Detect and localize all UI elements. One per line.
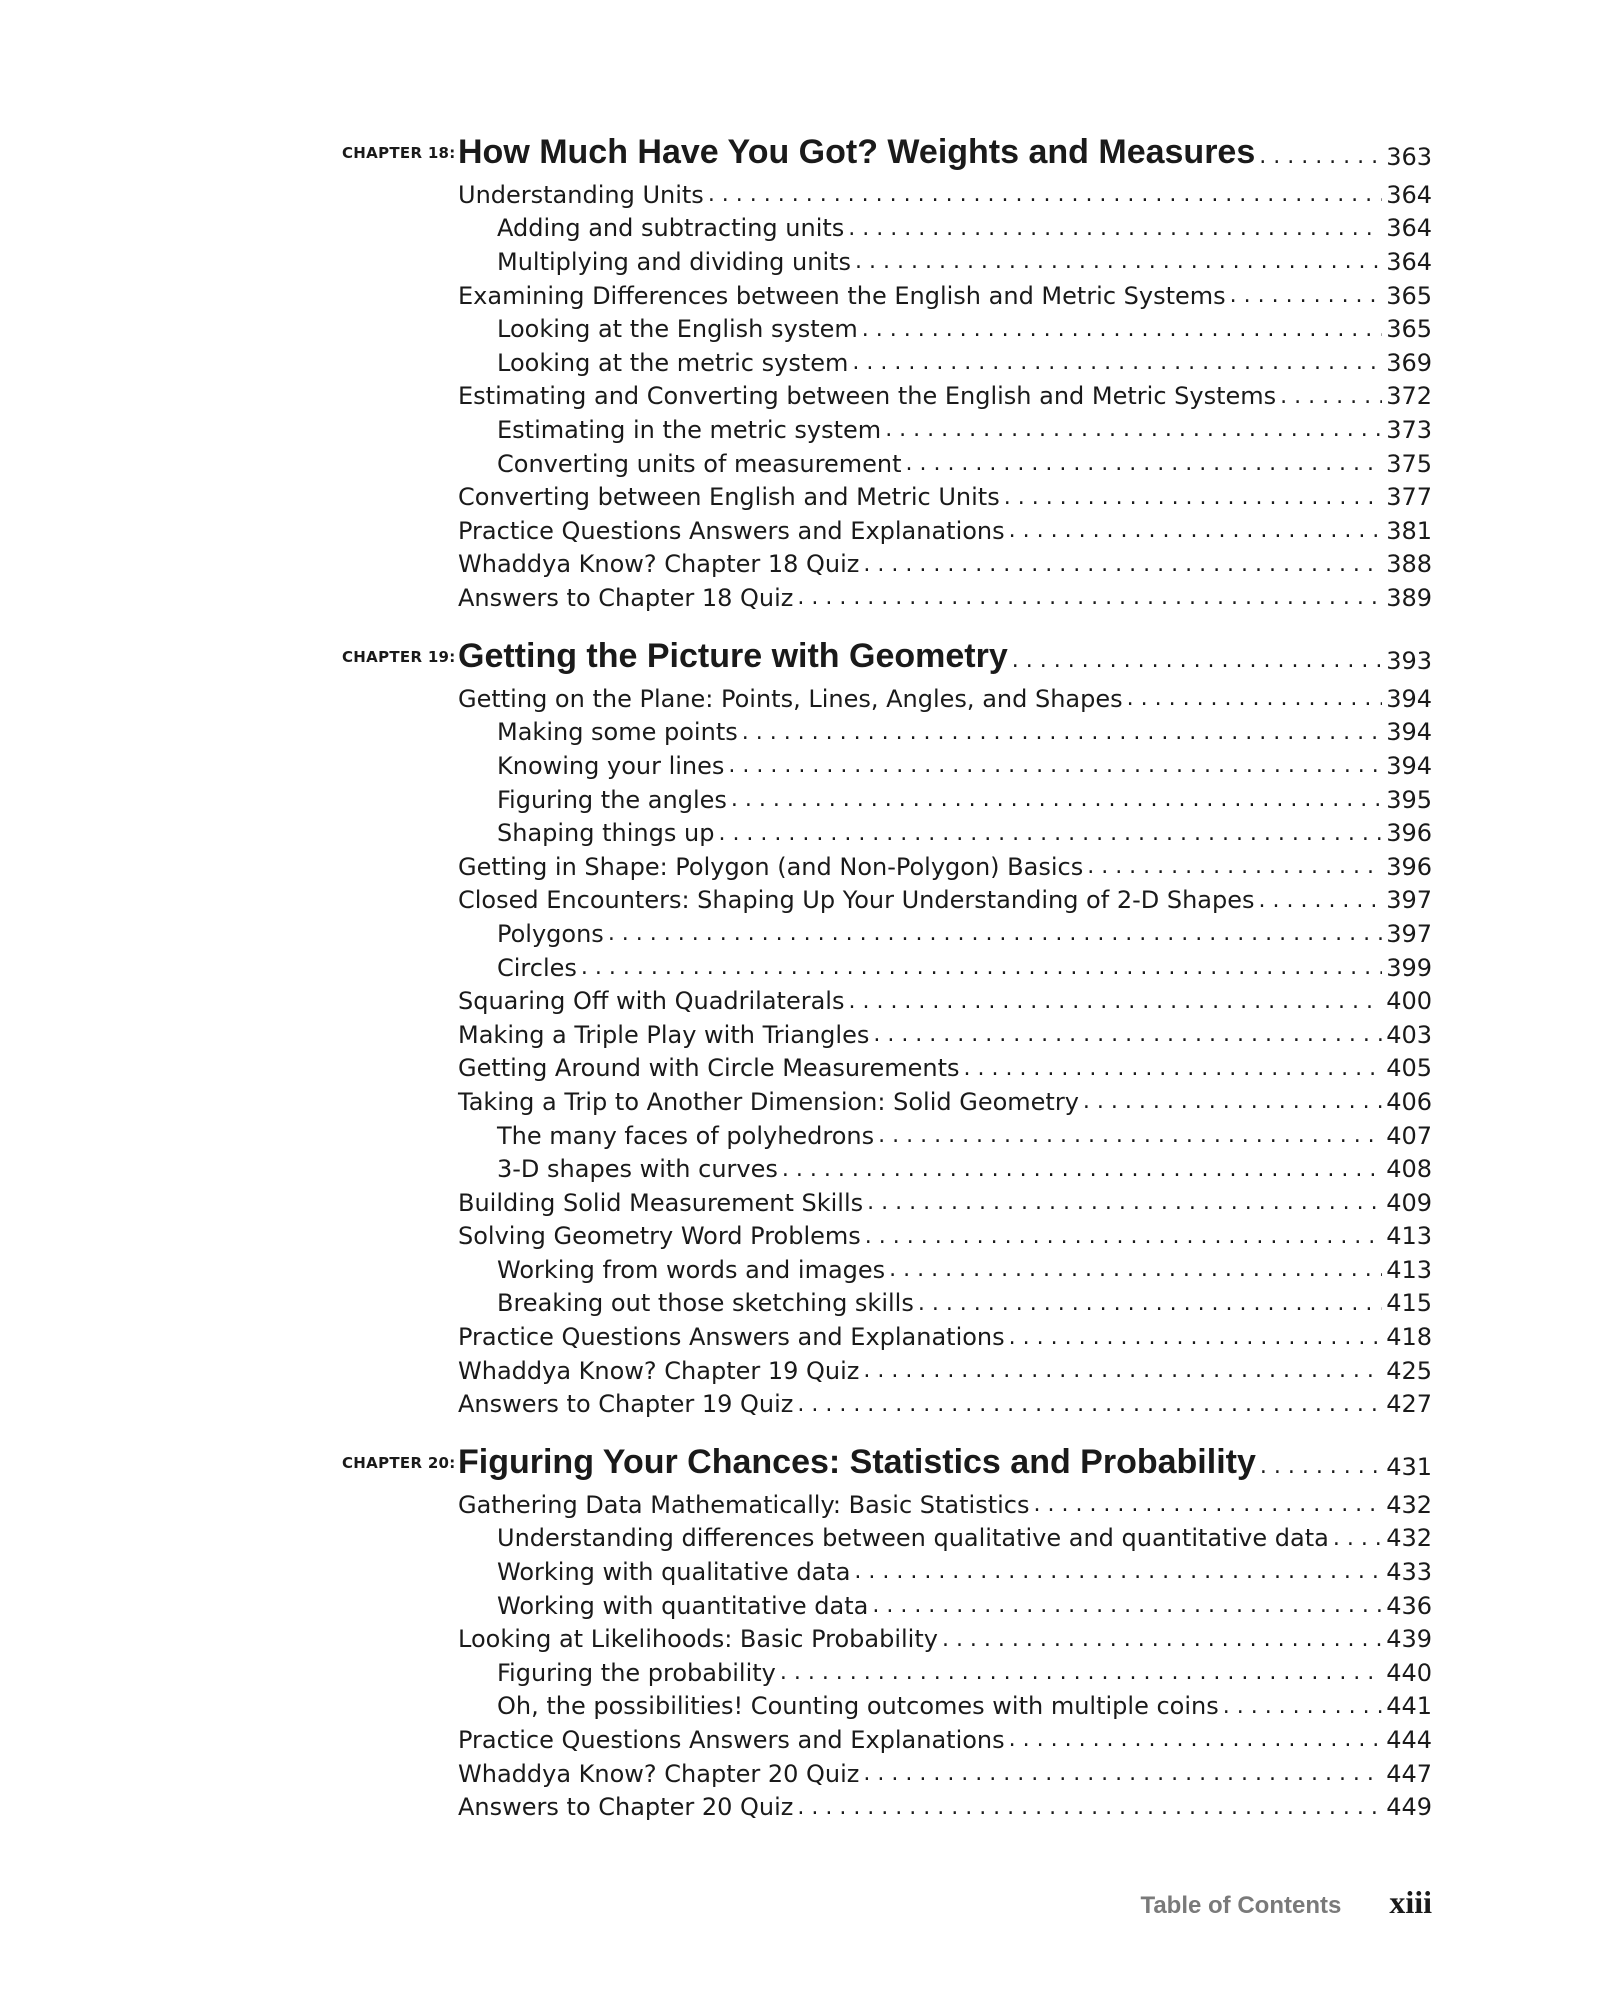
dot-leader [728,753,1382,778]
toc-section-entry[interactable] [458,1757,1432,1791]
entry-page-number: 418 [1386,1323,1432,1352]
entry-title: Getting on the Plane: Points, Lines, Angles, and Shapes [458,684,1123,713]
entry-title: Breaking out those sketching skills [497,1289,914,1318]
dot-leader [797,585,1382,610]
toc-section-entry[interactable] [458,850,1432,884]
toc-subsection-entry[interactable] [497,212,1432,246]
toc-subsection-entry[interactable] [497,1589,1432,1623]
chapter-label: CHAPTER 19: [342,648,456,666]
entry-page-number: 449 [1386,1793,1432,1822]
chapter-page-number: 363 [1386,143,1432,171]
dot-leader [1260,1454,1382,1488]
dot-leader [1004,485,1382,510]
entry-page-number: 440 [1386,1658,1432,1687]
chapter-label: CHAPTER 18: [342,144,456,162]
entry-page-number: 389 [1386,583,1432,612]
toc-subsection-entry[interactable] [497,716,1432,750]
toc-subsection-entry[interactable] [497,749,1432,783]
toc-section-entry[interactable] [458,279,1432,313]
entry-title: Practice Questions Answers and Explanations [458,1323,1005,1352]
entry-page-number: 433 [1386,1557,1432,1586]
entry-page-number: 439 [1386,1625,1432,1654]
entry-page-number: 406 [1386,1087,1432,1116]
entry-title: Making some points [497,718,738,747]
dot-leader [581,955,1382,980]
dot-leader [885,417,1382,442]
dot-leader [905,451,1382,476]
dot-leader [848,216,1382,241]
dot-leader [708,182,1382,207]
toc-section-entry[interactable] [458,884,1432,918]
entry-page-number: 395 [1386,785,1432,814]
dot-leader [867,1190,1382,1215]
entry-page-number: 436 [1386,1591,1432,1620]
entry-title: Working with qualitative data [497,1557,851,1586]
entry-title: Taking a Trip to Another Dimension: Solid Geometry [458,1087,1079,1116]
toc-section-entry[interactable] [458,1488,1432,1522]
toc-subsection-entry[interactable] [497,917,1432,951]
dot-leader [1259,144,1382,178]
entry-page-number: 372 [1386,382,1432,411]
dot-leader [964,1056,1383,1081]
toc-section-entry[interactable] [458,548,1432,582]
entry-title: Estimating in the metric system [497,415,882,444]
entry-title: Polygons [497,919,604,948]
dot-leader [863,1358,1382,1383]
toc-section-entry[interactable] [458,984,1432,1018]
toc-subsection-entry[interactable] [497,1152,1432,1186]
entry-title: Adding and subtracting units [497,214,845,243]
toc-section-entry[interactable] [458,1320,1432,1354]
entry-title: Answers to Chapter 19 Quiz [458,1390,794,1419]
entry-title: The many faces of polyhedrons [497,1121,875,1150]
dot-leader [608,921,1382,946]
dot-leader [848,989,1382,1014]
toc-subsection-entry[interactable] [497,413,1432,447]
entry-title: Shaping things up [497,819,715,848]
dot-leader [1333,1526,1382,1551]
dot-leader [1280,384,1382,409]
entry-title: Squaring Off with Quadrilaterals [458,987,845,1016]
toc-subsection-entry[interactable] [497,951,1432,985]
toc-subsection-entry[interactable] [497,245,1432,279]
entry-title: Practice Questions Answers and Explanations [458,1725,1005,1754]
toc-subsection-entry[interactable] [497,346,1432,380]
dot-leader [1087,854,1382,879]
dot-leader [1127,686,1383,711]
entry-title: Understanding differences between qualitative and quantitative data [497,1524,1329,1553]
toc-subsection-entry[interactable] [497,447,1432,481]
dot-leader [878,1123,1382,1148]
toc-section-entry[interactable] [458,380,1432,414]
chapter-18 [0,126,1600,615]
toc-section-entry[interactable] [458,514,1432,548]
entry-title: Answers to Chapter 20 Quiz [458,1793,794,1822]
dot-leader [1083,1089,1382,1114]
entry-title: Converting between English and Metric Units [458,483,1000,512]
dot-leader [852,350,1382,375]
entry-title: Looking at the English system [497,315,858,344]
entry-title: Whaddya Know? Chapter 20 Quiz [458,1759,860,1788]
entry-page-number: 427 [1386,1390,1432,1419]
entry-title: Working with quantitative data [497,1591,869,1620]
toc-section-entry[interactable] [458,581,1432,615]
chapter-page-number: 431 [1386,1453,1432,1481]
chapter-title: How Much Have You Got? Weights and Measures [458,133,1256,171]
toc-subsection-entry[interactable] [497,1555,1432,1589]
entry-page-number: 409 [1386,1188,1432,1217]
entry-title: Estimating and Converting between the English and Metric Systems [458,382,1277,411]
entry-page-number: 413 [1386,1255,1432,1284]
entry-title: Working from words and images [497,1255,886,1284]
dot-leader [1009,1727,1383,1752]
chapter-heading[interactable] [0,1436,1600,1488]
dot-leader [1230,283,1383,308]
chapter-title-row [458,630,1432,682]
entry-title: Figuring the probability [497,1658,776,1687]
dot-leader [742,720,1382,745]
chapter-heading[interactable] [0,630,1600,682]
entry-page-number: 413 [1386,1222,1432,1251]
toc-subsection-entry[interactable] [497,783,1432,817]
dot-leader [1034,1492,1383,1517]
dot-leader [873,1022,1382,1047]
footer-section-label: Table of Contents [1140,1892,1342,1919]
entry-title: Gathering Data Mathematically: Basic Statistics [458,1490,1030,1519]
entry-title: Looking at the metric system [497,348,849,377]
chapter-label: CHAPTER 20: [342,1454,456,1472]
dot-leader [862,317,1382,342]
entry-page-number: 394 [1386,718,1432,747]
entry-page-number: 394 [1386,751,1432,780]
dot-leader [863,552,1382,577]
entry-page-number: 397 [1386,919,1432,948]
entry-title: Practice Questions Answers and Explanations [458,516,1005,545]
entry-page-number: 369 [1386,348,1432,377]
dot-leader [797,1392,1382,1417]
toc-section-entry[interactable] [458,1186,1432,1220]
dot-leader [718,821,1382,846]
entry-page-number: 388 [1386,550,1432,579]
toc-subsection-entry[interactable] [497,816,1432,850]
entry-page-number: 394 [1386,684,1432,713]
toc-section-entry[interactable] [458,1723,1432,1757]
entry-page-number: 365 [1386,281,1432,310]
entry-page-number: 399 [1386,953,1432,982]
entry-page-number: 408 [1386,1155,1432,1184]
chapter-title-row [458,126,1432,178]
toc-section-entry[interactable] [458,1220,1432,1254]
toc-subsection-entry[interactable] [497,1656,1432,1690]
entry-page-number: 375 [1386,449,1432,478]
dot-leader [942,1627,1382,1652]
toc-section-entry[interactable] [458,682,1432,716]
chapter-title-row [458,1436,1432,1488]
toc-section-entry[interactable] [458,1622,1432,1656]
entry-title: Converting units of measurement [497,449,902,478]
entry-title: Oh, the possibilities! Counting outcomes with multiple coins [497,1692,1219,1721]
entry-page-number: 444 [1386,1725,1432,1754]
entry-page-number: 403 [1386,1020,1432,1049]
entry-page-number: 373 [1386,415,1432,444]
entry-page-number: 425 [1386,1356,1432,1385]
entry-page-number: 400 [1386,987,1432,1016]
toc-subsection-entry[interactable] [497,1119,1432,1153]
chapter-19 [0,630,1600,1421]
toc-subsection-entry[interactable] [497,1253,1432,1287]
dot-leader [865,1224,1382,1249]
dot-leader [1009,518,1383,543]
page-footer [1140,1884,1432,1921]
entry-title: Getting in Shape: Polygon (and Non-Polygon) Basics [458,852,1084,881]
entry-title: Knowing your lines [497,751,725,780]
dot-leader [731,787,1382,812]
toc-subsection-entry[interactable] [497,1287,1432,1321]
toc-subsection-entry[interactable] [497,1690,1432,1724]
entry-page-number: 407 [1386,1121,1432,1150]
toc-section-entry[interactable] [458,1354,1432,1388]
entry-title: Circles [497,953,577,982]
entry-page-number: 405 [1386,1054,1432,1083]
dot-leader [1259,888,1383,913]
dot-leader [1012,648,1382,682]
chapter-title: Figuring Your Chances: Statistics and Probability [458,1443,1256,1481]
toc-subsection-entry[interactable] [497,1522,1432,1556]
toc-section-entry[interactable] [458,1790,1432,1824]
entry-page-number: 397 [1386,886,1432,915]
dot-leader [780,1660,1382,1685]
entry-page-number: 364 [1386,247,1432,276]
entry-page-number: 364 [1386,180,1432,209]
toc-section-entry[interactable] [458,178,1432,212]
toc-section-entry[interactable] [458,1085,1432,1119]
dot-leader [872,1593,1382,1618]
dot-leader [797,1795,1382,1820]
entry-title: Answers to Chapter 18 Quiz [458,583,794,612]
entry-page-number: 364 [1386,214,1432,243]
entry-page-number: 432 [1386,1490,1432,1519]
entry-title: Building Solid Measurement Skills [458,1188,864,1217]
entry-title: Getting Around with Circle Measurements [458,1054,960,1083]
entry-page-number: 441 [1386,1692,1432,1721]
toc-section-entry[interactable] [458,1052,1432,1086]
toc-section-entry[interactable] [458,1018,1432,1052]
entry-title: Examining Differences between the English and Metric Systems [458,281,1226,310]
entry-page-number: 432 [1386,1524,1432,1553]
dot-leader [863,1761,1382,1786]
entry-title: 3-D shapes with curves [497,1155,778,1184]
chapter-page-number: 393 [1386,647,1432,675]
chapter-heading[interactable] [0,126,1600,178]
entry-page-number: 396 [1386,852,1432,881]
entry-page-number: 415 [1386,1289,1432,1318]
entry-title: Closed Encounters: Shaping Up Your Understanding of 2-D Shapes [458,886,1255,915]
entry-title: Figuring the angles [497,785,727,814]
dot-leader [854,1559,1382,1584]
dot-leader [889,1257,1382,1282]
toc-subsection-entry[interactable] [497,312,1432,346]
dot-leader [1009,1325,1383,1350]
chapter-title: Getting the Picture with Geometry [458,637,1008,675]
dot-leader [855,249,1382,274]
toc-section-entry[interactable] [458,1387,1432,1421]
dot-leader [918,1291,1382,1316]
dot-leader [782,1157,1382,1182]
entry-title: Understanding Units [458,180,704,209]
entry-page-number: 381 [1386,516,1432,545]
entry-page-number: 396 [1386,819,1432,848]
entry-page-number: 377 [1386,483,1432,512]
entry-page-number: 447 [1386,1759,1432,1788]
entry-title: Whaddya Know? Chapter 18 Quiz [458,550,860,579]
entry-title: Looking at Likelihoods: Basic Probability [458,1625,938,1654]
dot-leader [1223,1694,1382,1719]
entry-title: Whaddya Know? Chapter 19 Quiz [458,1356,860,1385]
footer-page-number: xiii [1389,1884,1432,1920]
toc-section-entry[interactable] [458,480,1432,514]
chapter-20 [0,1436,1600,1824]
entry-page-number: 365 [1386,315,1432,344]
entry-title: Making a Triple Play with Triangles [458,1020,870,1049]
entry-title: Multiplying and dividing units [497,247,852,276]
entry-title: Solving Geometry Word Problems [458,1222,861,1251]
